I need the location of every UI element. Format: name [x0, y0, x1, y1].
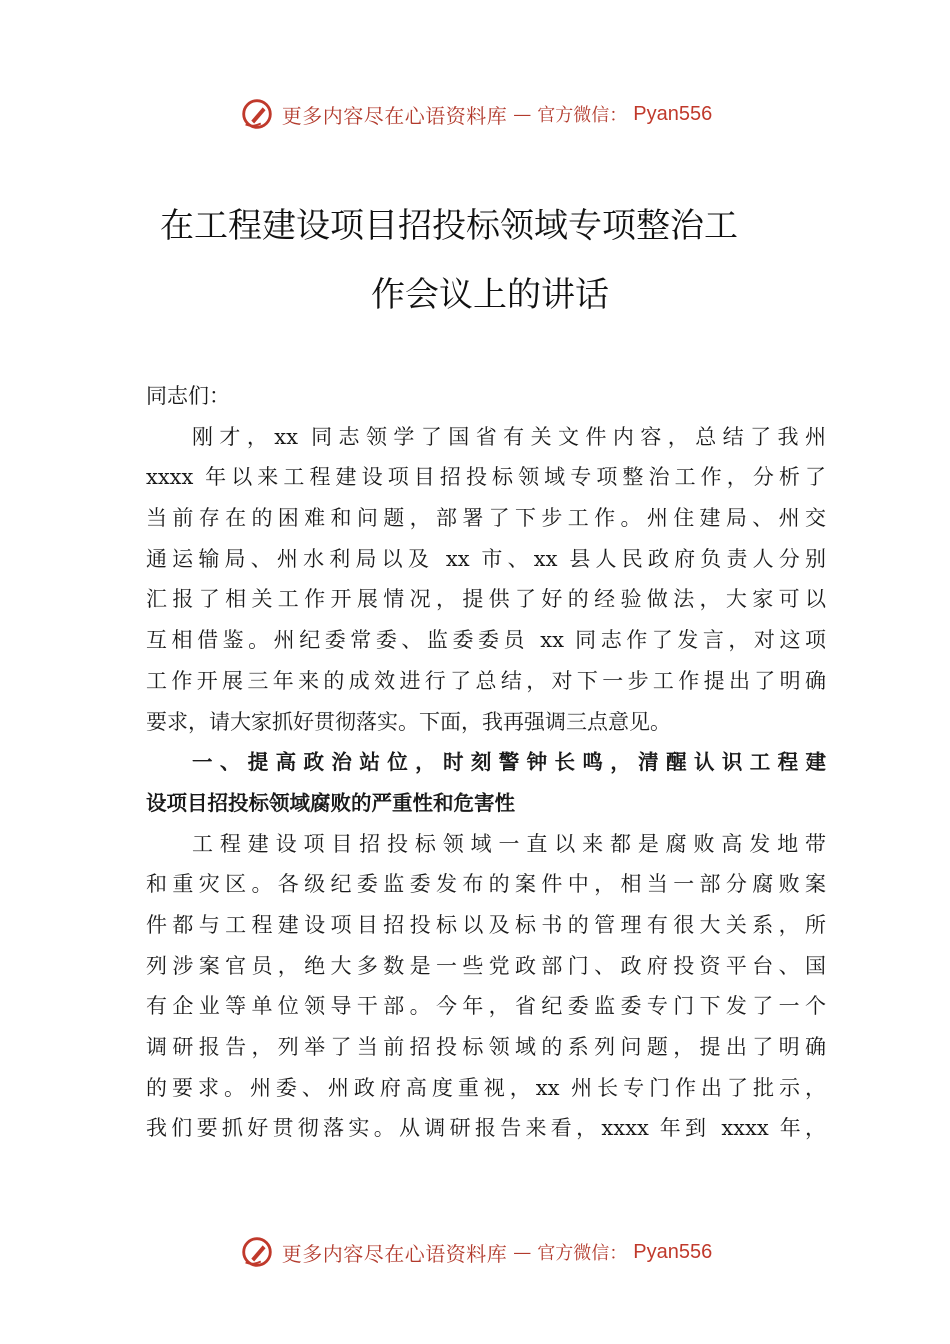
- document-title-line-2: 作会议上的讲话: [371, 275, 609, 315]
- watermark-banner-bottom: [0, 1232, 950, 1272]
- watermark-dash: —: [513, 1241, 532, 1263]
- paragraph-2-line: 列涉案官员，绝大多数是一些党政部门、政府投资平台、国: [146, 953, 826, 978]
- section-heading-1-line: 设项目招投标领域腐败的严重性和危害性: [146, 790, 515, 815]
- paragraph-1-line: 工作开展三年来的成效进行了总结，对下一步工作提出了明确: [146, 668, 826, 693]
- watermark-wechat-id: Pyan556: [633, 102, 713, 125]
- section-heading-1-line: 一、提高政治站位，时刻警钟长鸣，清醒认识工程建: [192, 750, 826, 775]
- paragraph-1-line: 要求，请大家抓好贯彻落实。下面，我再强调三点意见。: [146, 709, 671, 734]
- watermark-text: 更多内容尽在心语资料库: [281, 1241, 508, 1266]
- paragraph-2-line: 我们要抓好贯彻落实。从调研报告来看，xxxx 年到 xxxx 年，: [146, 1116, 826, 1141]
- document-body: [146, 376, 826, 1149]
- paragraph-2-line: 调研报告，列举了当前招投标领域的系列问题，提出了明确: [146, 1035, 826, 1059]
- watermark-wechat-id: Pyan556: [633, 1240, 713, 1263]
- paragraph-1-line: 通运输局、州水利局以及 xx 市、xx 县人民政府负责人分别: [146, 546, 826, 571]
- paragraph-1-line: 刚才，xx 同志领学了国省有关文件内容，总结了我州: [192, 424, 826, 449]
- paragraph-1-line: 互相借鉴。州纪委常委、监委委员 xx 同志作了发言，对这项: [146, 628, 826, 653]
- paragraph-1-line: 汇报了相关工作开展情况，提供了好的经验做法，大家可以: [146, 587, 826, 612]
- paragraph-2-line: 件都与工程建设项目招投标以及标书的管理有很大关系，所: [146, 912, 826, 937]
- watermark-suffix: 官方微信：: [537, 1243, 628, 1264]
- paragraph-2-line: 有企业等单位领导干部。今年，省纪委监委专门下发了一个: [146, 994, 826, 1019]
- watermark-text: 更多内容尽在心语资料库: [281, 103, 508, 128]
- paragraph-1-line: xxxx 年以来工程建设项目招投标领域专项整治工作，分析了: [146, 465, 826, 490]
- document-title-line-1: 在工程建设项目招投标领域专项整治工: [160, 206, 738, 246]
- paragraph-1-line: 当前存在的困难和问题，部署了下步工作。州住建局、州交: [146, 506, 826, 531]
- paragraph-2-line: 和重灾区。各级纪委监委发布的案件中，相当一部分腐败案: [146, 872, 826, 897]
- pen-nib-logo-icon: [238, 95, 276, 133]
- salutation: 同志们：: [146, 384, 230, 408]
- watermark-suffix: 官方微信：: [537, 105, 628, 126]
- pen-nib-logo-icon: [238, 1233, 276, 1271]
- paragraph-2-line: 工程建设项目招投标领域一直以来都是腐败高发地带: [192, 831, 826, 856]
- watermark-dash: —: [513, 103, 532, 125]
- paragraph-2-line: 的要求。州委、州政府高度重视，xx 州长专门作出了批示，: [146, 1075, 826, 1100]
- watermark-banner-top: [0, 94, 950, 134]
